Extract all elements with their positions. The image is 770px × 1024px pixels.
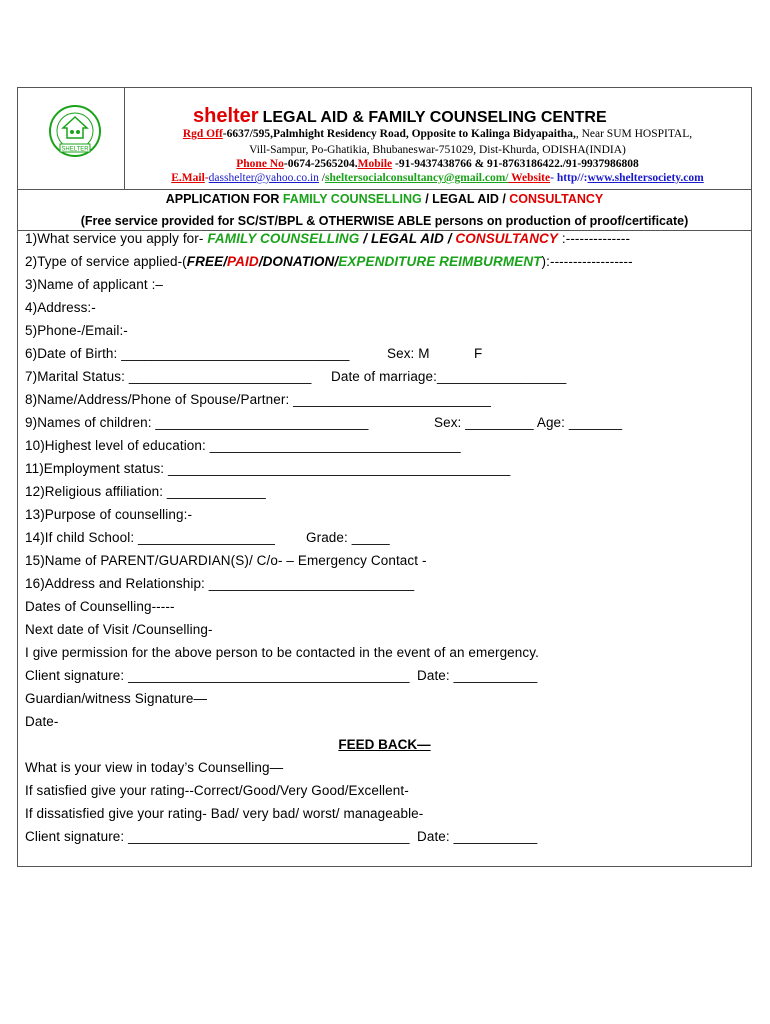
next-visit[interactable]: Next date of Visit /Counselling- (25, 622, 213, 637)
permission-statement: I give permission for the above person to be contacted in the event of an emergency. (25, 645, 539, 660)
q9-sex-age[interactable]: Sex: _________ Age: _______ (434, 415, 623, 430)
application-prefix: APPLICATION FOR (165, 192, 283, 206)
address-text-1: -6637/595,Palmhight Residency Road, Opposite to Kalinga Bidyapaitha, (222, 128, 576, 140)
q12-religion[interactable]: 12)Religious affiliation: _____________ (25, 484, 266, 499)
q6-sex-f[interactable]: F (474, 346, 483, 361)
phone-label: Phone No (236, 158, 284, 170)
q2-expenditure: EXPENDITURE REIMBURMENT (338, 254, 542, 269)
q1-family: FAMILY COUNSELLING (207, 231, 360, 246)
q6-sex[interactable]: Sex: M (387, 346, 430, 361)
website-link[interactable]: www.sheltersociety.com (587, 172, 704, 184)
application-consultancy: CONSULTANCY (509, 192, 604, 206)
email-separator: / (318, 172, 325, 184)
letterhead (18, 88, 751, 190)
phone-line (124, 158, 751, 170)
q10-education[interactable]: 10)Highest level of education: _________________________________ (25, 438, 461, 453)
q5-phone-email[interactable]: 5)Phone-/Email:- (25, 323, 128, 338)
date-field[interactable]: Date- (25, 714, 59, 729)
mobile-label: Mobile (357, 158, 393, 170)
shelter-logo-icon (48, 104, 102, 158)
q2-paid: PAID (227, 254, 259, 269)
dates-of-counselling[interactable]: Dates of Counselling----- (25, 599, 175, 614)
q2-slash: / (334, 254, 339, 269)
q2-donation: DONATION (262, 254, 335, 269)
q14-grade[interactable]: Grade: _____ (306, 530, 390, 545)
q1-tail: :-------------- (558, 231, 631, 246)
q1-service (25, 231, 630, 246)
q2-type (25, 254, 633, 269)
website-label: Website (508, 172, 551, 184)
q13-purpose[interactable]: 13)Purpose of counselling:- (25, 507, 193, 522)
centre-name: LEGAL AID & FAMILY COUNSELING CENTRE (262, 109, 607, 126)
q2-slash: / (223, 254, 228, 269)
q7-marriage-date[interactable]: Date of marriage:_________________ (331, 369, 567, 384)
feedback-title: FEED BACK— (338, 737, 431, 752)
logo-cell (18, 88, 125, 189)
q2-label: 2)Type of service applied-( (25, 254, 187, 269)
application-subtitle: (Free service provided for SC/ST/BPL & OTHERWISE ABLE persons on production of proof/certificate) (80, 214, 689, 228)
address-tail-1: , Near SUM HOSPITAL, (575, 128, 693, 140)
q1-sep: / LEGAL AID / (359, 231, 456, 246)
client-signature-1[interactable]: Client signature: _____________________________________ (25, 668, 410, 683)
q2-tail: ):------------------ (541, 254, 633, 269)
phone-value: -0674-2565204. (283, 158, 358, 170)
q4-address[interactable]: 4)Address:- (25, 300, 96, 315)
mobile-value: -91-9437438766 & 91-8763186422./91-9937986808 (392, 158, 639, 170)
feedback-dissatisfied[interactable]: If dissatisfied give your rating- Bad/ very bad/ worst/ manageable- (25, 806, 424, 821)
website-prefix: - http//: (550, 172, 588, 184)
q6-dob[interactable]: 6)Date of Birth: ______________________________ (25, 346, 350, 361)
q14-school[interactable]: 14)If child School: __________________ (25, 530, 276, 545)
email-link-1[interactable]: dasshelter@yahoo.co.in (208, 172, 319, 184)
q15-guardian[interactable]: 15)Name of PARENT/GUARDIAN(S)/ C/o- – Emergency Contact - (25, 553, 427, 568)
q3-name[interactable]: 3)Name of applicant :– (25, 277, 164, 292)
q8-spouse[interactable]: 8)Name/Address/Phone of Spouse/Partner: __________________________ (25, 392, 491, 407)
client-date-1[interactable]: Date: ___________ (417, 668, 538, 683)
q16-relationship[interactable]: 16)Address and Relationship: ___________________________ (25, 576, 415, 591)
q1-consultancy: CONSULTANCY (455, 231, 559, 246)
q11-employment[interactable]: 11)Employment status: _____________________________________________ (25, 461, 511, 476)
guardian-signature[interactable]: Guardian/witness Signature— (25, 691, 208, 706)
q2-slash: / (258, 254, 263, 269)
application-sep: / LEGAL AID / (421, 192, 510, 206)
feedback-satisfied[interactable]: If satisfied give your rating--Correct/Good/Very Good/Excellent- (25, 783, 409, 798)
rgd-off-label: Rgd Off (182, 128, 223, 140)
q2-free: FREE (186, 254, 224, 269)
form-frame (17, 87, 752, 867)
q7-marital[interactable]: 7)Marital Status: ________________________ (25, 369, 312, 384)
client-date-2[interactable]: Date: ___________ (417, 829, 538, 844)
address-line-1 (124, 128, 751, 140)
q1-label: 1)What service you apply for- (25, 231, 208, 246)
application-family: FAMILY COUNSELLING (282, 192, 422, 206)
q9-children[interactable]: 9)Names of children: ____________________________ (25, 415, 369, 430)
application-title (18, 192, 751, 206)
centre-title (193, 105, 607, 128)
logo-text: SHELTER (61, 146, 89, 153)
email-label: E.Mail (171, 172, 205, 184)
feedback-view[interactable]: What is your view in today’s Counselling— (25, 760, 284, 775)
email-link-2[interactable]: sheltersocialconsultancy@gmail.com/ (324, 172, 509, 184)
address-line-2: Vill-Sampur, Po-Ghatikia, Bhubaneswar-751029, Dist-Khurda, ODISHA(INDIA) (249, 144, 626, 156)
brand-name: shelter (193, 105, 259, 127)
contact-line: E.Mail-dasshelter@yahoo.co.in /sheltersocialconsultancy@gmail.com/ Website- http//:www.sheltersociety.com (171, 172, 704, 184)
client-signature-2[interactable]: Client signature: _____________________________________ (25, 829, 410, 844)
